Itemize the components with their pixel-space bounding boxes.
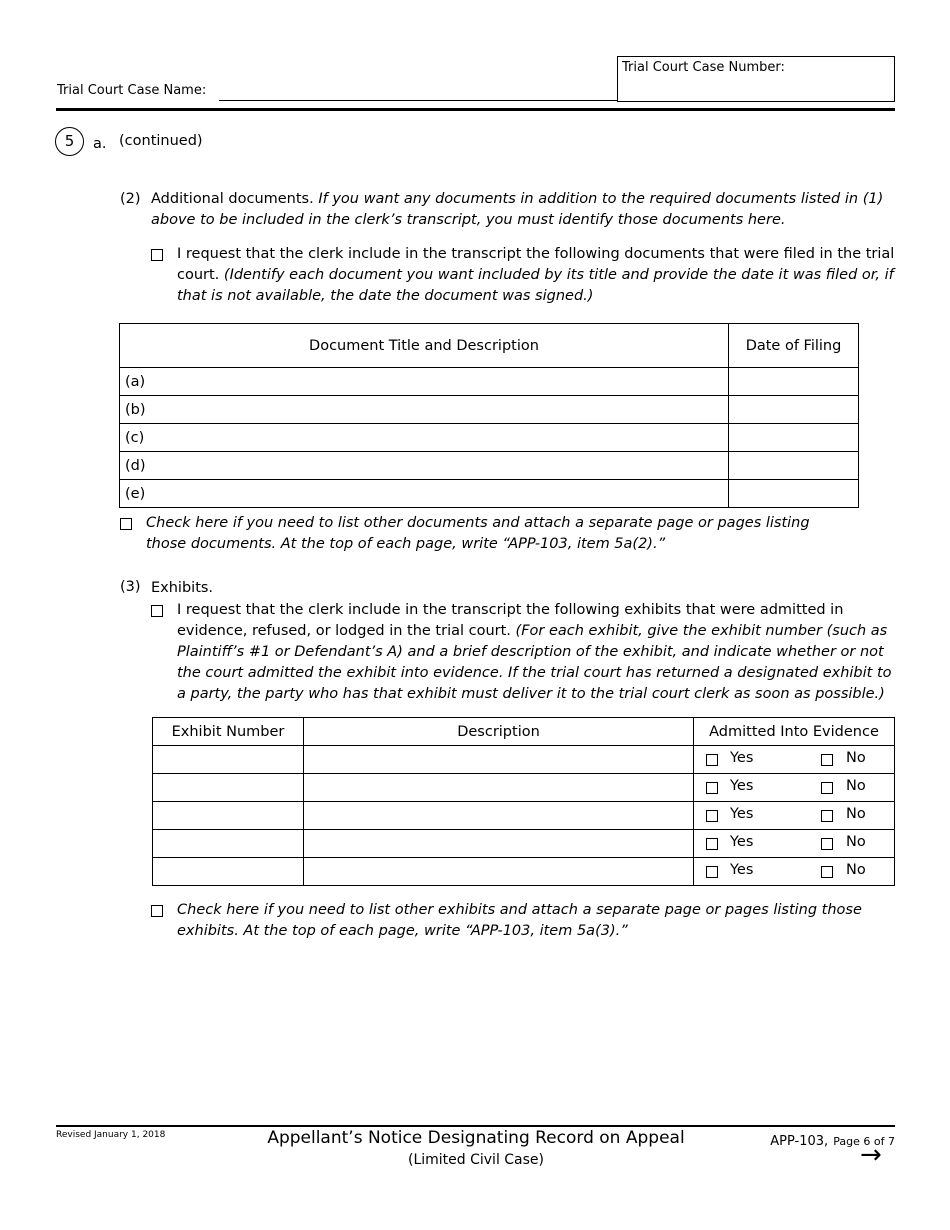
exhibit-number-cell[interactable] (153, 774, 304, 802)
case-number-box[interactable] (617, 56, 895, 102)
no-label: No (846, 806, 866, 822)
footer-rule (56, 1125, 895, 1127)
documents-table (119, 323, 859, 508)
exhibit-description-cell[interactable] (304, 858, 694, 886)
row-label[interactable]: (b) (120, 396, 729, 424)
footer-title: Appellant’s Notice Designating Record on Appeal (267, 1128, 685, 1148)
section-2-instructions: If you want any documents in addition to the required documents listed in (1) above to be included in the clerk’s transcript, you must identify those documents here. (151, 191, 884, 228)
col-admitted: Admitted Into Evidence (694, 718, 895, 746)
table-row[interactable] (120, 452, 859, 480)
request-exhibits-text (177, 600, 902, 705)
table-row[interactable] (120, 424, 859, 452)
table-row[interactable] (120, 396, 859, 424)
continued-label: (continued) (119, 133, 203, 149)
footer-subtitle: (Limited Civil Case) (407, 1152, 545, 1168)
other-exhibits-checkbox[interactable] (151, 905, 163, 917)
no-label: No (846, 750, 866, 766)
col-description: Description (304, 718, 694, 746)
date-cell[interactable] (729, 368, 859, 396)
yes-checkbox[interactable] (706, 782, 718, 794)
request-documents-note: (Identify each document you want included by its title and provide the date it was filed or, if that is not available, the date the document was signed.) (177, 267, 894, 304)
page-number: Page 6 of 7 (833, 1135, 895, 1148)
table-row[interactable] (153, 774, 895, 802)
other-documents-text: Check here if you need to list other documents and attach a separate page or pages listing those documents. At the top of each page, write “APP-103, item 5a(2).” (146, 515, 810, 552)
request-documents-checkbox[interactable] (151, 249, 163, 261)
table-row[interactable] (120, 480, 859, 508)
exhibits-table (152, 717, 895, 886)
yes-checkbox[interactable] (706, 754, 718, 766)
request-exhibits-checkbox[interactable] (151, 605, 163, 617)
section-3-number: (3) (120, 579, 141, 595)
col-date-of-filing: Date of Filing (729, 324, 859, 368)
date-cell[interactable] (729, 480, 859, 508)
no-label: No (846, 834, 866, 850)
exhibit-description-cell[interactable] (304, 802, 694, 830)
request-exhibits-label: I request that the clerk include in the transcript the following exhibits that were admitted in evidence, refused, or lodged in the trial court. (177, 602, 844, 639)
other-exhibits-text: Check here if you need to list other exhibits and attach a separate page or pages listing those exhibits. At the top of each page, write “APP-103, item 5a(3).” (177, 902, 862, 939)
no-label: No (846, 862, 866, 878)
section-3-title: Exhibits. (151, 580, 214, 596)
yes-checkbox[interactable] (706, 838, 718, 850)
request-exhibits-note: (For each exhibit, give the exhibit number (such as Plaintiff’s #1 or Defendant’s A) and a brief description of the exhibit, and indicate whether or not the court admitted the exhibit into evidence. If the trial court has returned a designated exhibit to a party, the party who has that exhibit must deliver it to the trial court clerk as soon as possible.) (177, 623, 892, 702)
table-row[interactable] (153, 746, 895, 774)
exhibit-description-cell[interactable] (304, 774, 694, 802)
item-number-circle (55, 127, 84, 156)
yes-label: Yes (730, 750, 754, 766)
form-id: APP-103, (770, 1134, 829, 1149)
col-document-title: Document Title and Description (120, 324, 729, 368)
section-2-title: Additional documents. (151, 191, 314, 207)
other-documents-checkbox[interactable] (120, 518, 132, 530)
exhibit-number-cell[interactable] (153, 858, 304, 886)
table-row[interactable] (153, 830, 895, 858)
case-number-label: Trial Court Case Number: (622, 60, 785, 75)
exhibit-number-cell[interactable] (153, 830, 304, 858)
no-label: No (846, 778, 866, 794)
exhibit-description-cell[interactable] (304, 746, 694, 774)
col-exhibit-number: Exhibit Number (153, 718, 304, 746)
no-checkbox[interactable] (821, 754, 833, 766)
no-checkbox[interactable] (821, 866, 833, 878)
exhibit-description-cell[interactable] (304, 830, 694, 858)
header-rule (56, 108, 895, 111)
yes-checkbox[interactable] (706, 866, 718, 878)
exhibit-number-cell[interactable] (153, 802, 304, 830)
row-label[interactable]: (d) (120, 452, 729, 480)
exhibit-number-cell[interactable] (153, 746, 304, 774)
table-row[interactable] (120, 368, 859, 396)
yes-label: Yes (730, 778, 754, 794)
yes-checkbox[interactable] (706, 810, 718, 822)
yes-label: Yes (730, 862, 754, 878)
yes-label: Yes (730, 806, 754, 822)
revised-date: Revised January 1, 2018 (56, 1130, 166, 1140)
case-name-label: Trial Court Case Name: (57, 83, 207, 98)
request-documents-label: I request that the clerk include in the transcript the following documents that were filed in the trial court. (177, 246, 895, 283)
no-checkbox[interactable] (821, 810, 833, 822)
table-row[interactable] (153, 858, 895, 886)
table-row[interactable] (153, 802, 895, 830)
row-label[interactable]: (e) (120, 480, 729, 508)
case-name-field[interactable] (219, 100, 617, 101)
request-documents-text (177, 244, 897, 307)
no-checkbox[interactable] (821, 782, 833, 794)
item-letter: a. (93, 136, 107, 152)
next-page-arrow-icon: → (860, 1140, 882, 1170)
date-cell[interactable] (729, 424, 859, 452)
section-2-number: (2) (120, 191, 141, 207)
row-label[interactable]: (a) (120, 368, 729, 396)
date-cell[interactable] (729, 396, 859, 424)
item-number: 5 (64, 132, 75, 150)
date-cell[interactable] (729, 452, 859, 480)
row-label[interactable]: (c) (120, 424, 729, 452)
section-2-body (151, 189, 901, 231)
no-checkbox[interactable] (821, 838, 833, 850)
yes-label: Yes (730, 834, 754, 850)
